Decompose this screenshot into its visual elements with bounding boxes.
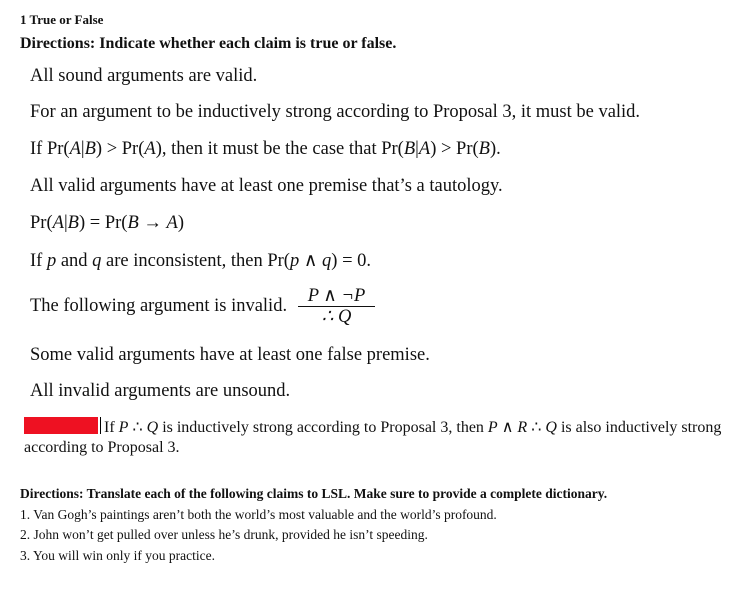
directions-translate: Directions: Translate each of the following claims to LSL. Make sure to provide a complete dictionary. bbox=[20, 486, 608, 501]
text-cursor bbox=[100, 417, 101, 434]
directions-true-false: Directions: Indicate whether each claim is true or false. bbox=[20, 35, 397, 52]
translate-item-2: 2. John won’t get pulled over unless he’s drunk, provided he isn’t speeding. bbox=[20, 527, 428, 542]
argument-premise: P ∧ ¬P bbox=[298, 286, 376, 307]
translate-item-1: 1. Van Gogh’s paintings aren’t both the world’s most valuable and the world’s profound. bbox=[20, 507, 497, 522]
claim-10: If P ∴ Q is inductively strong according to Proposal 3, then P ∧ R ∴ Q is also inductively strong according to Proposal 3. bbox=[24, 419, 722, 456]
claim-9: All invalid arguments are unsound. bbox=[30, 381, 291, 401]
claim-1: All sound arguments are valid. bbox=[30, 66, 258, 86]
claim-3: If Pr(A|B) > Pr(A), then it must be the case that Pr(B|A) > Pr(B). bbox=[30, 139, 501, 159]
argument-conclusion: ∴ Q bbox=[321, 307, 352, 327]
claim-6: If p and q are inconsistent, then Pr(p ∧ q) = 0. bbox=[30, 251, 372, 271]
argument-fraction bbox=[298, 286, 376, 327]
claim-8: Some valid arguments have at least one false premise. bbox=[30, 345, 430, 365]
section-title: 1 True or False bbox=[20, 12, 104, 27]
translate-item-3: 3. You will win only if you practice. bbox=[20, 548, 215, 563]
claim-7-text: The following argument is invalid. bbox=[30, 295, 288, 316]
claim-4: All valid arguments have at least one premise that’s a tautology. bbox=[30, 176, 503, 196]
redaction-bar bbox=[24, 417, 98, 434]
claim-2: For an argument to be inductively strong according to Proposal 3, it must be valid. bbox=[30, 102, 641, 122]
claim-7 bbox=[30, 286, 375, 327]
claim-5: Pr(A|B) = Pr(B → A) bbox=[30, 213, 184, 233]
